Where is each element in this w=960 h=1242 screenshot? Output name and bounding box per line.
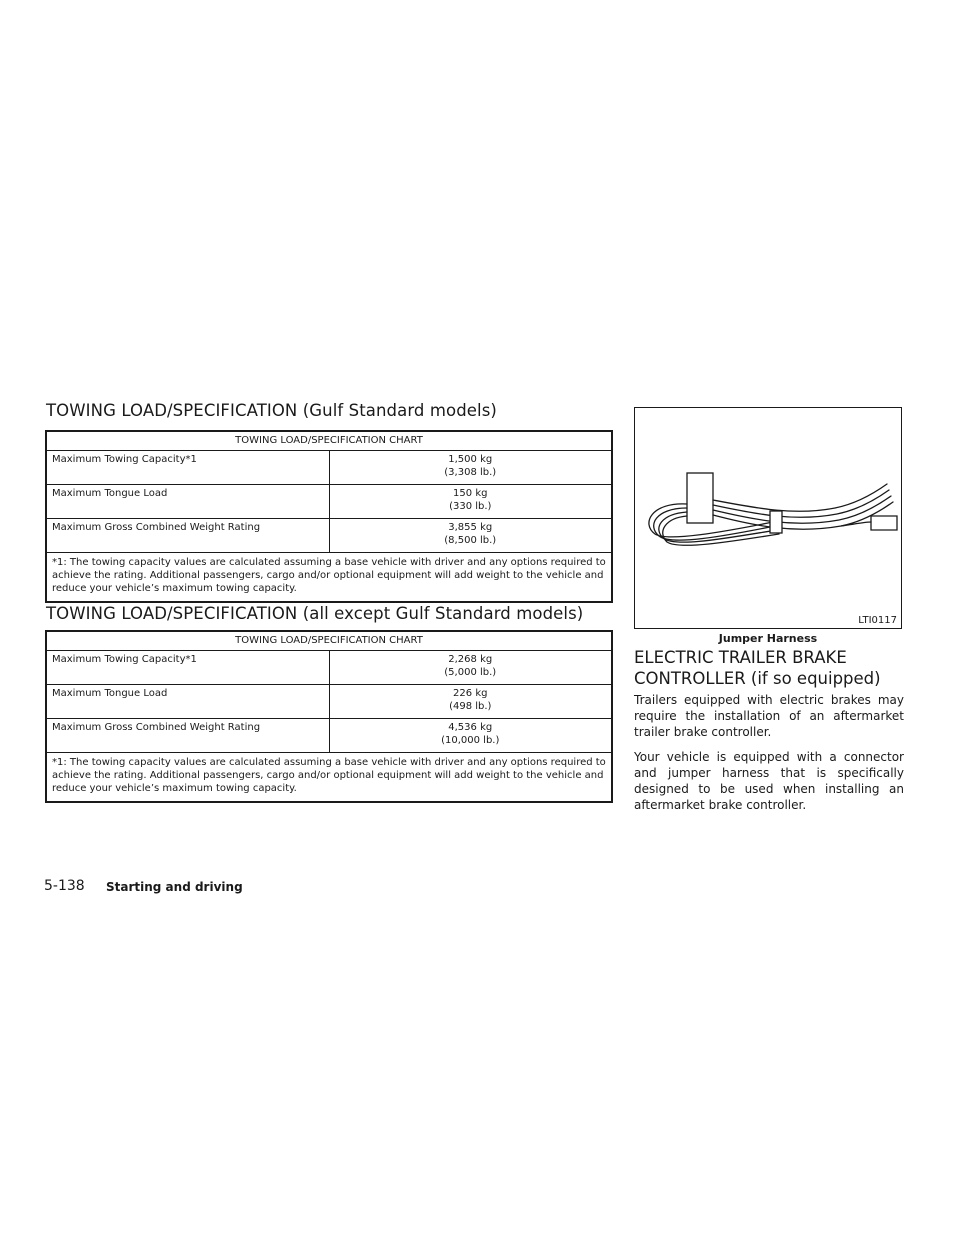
table-row bbox=[46, 485, 612, 519]
table-note-row bbox=[46, 553, 612, 603]
value-metric: 1,500 kg bbox=[448, 454, 493, 465]
row-label: Maximum Towing Capacity*1 bbox=[46, 451, 329, 485]
value-imperial: (10,000 lb.) bbox=[441, 735, 500, 746]
wire-harness-icon bbox=[635, 408, 901, 628]
figure-code: LTI0117 bbox=[858, 615, 897, 626]
paragraph: Your vehicle is equipped with a connector and jumper harness that is specifically designed to be used when installing an aftermarket brake controller. bbox=[634, 750, 904, 812]
table-header: TOWING LOAD/SPECIFICATION CHART bbox=[46, 631, 612, 651]
row-value bbox=[329, 685, 612, 719]
table-header-row bbox=[46, 431, 612, 451]
value-metric: 226 kg bbox=[453, 688, 488, 699]
section-heading-brake-controller: ELECTRIC TRAILER BRAKE CONTROLLER (if so equipped) bbox=[634, 648, 881, 688]
table-row bbox=[46, 519, 612, 553]
row-value bbox=[329, 651, 612, 685]
figure-frame bbox=[634, 407, 902, 629]
table-header: TOWING LOAD/SPECIFICATION CHART bbox=[46, 431, 612, 451]
row-value bbox=[329, 451, 612, 485]
section-heading-gulf: TOWING LOAD/SPECIFICATION (Gulf Standard models) bbox=[46, 401, 497, 420]
value-metric: 3,855 kg bbox=[448, 522, 493, 533]
section-heading-all-except-gulf: TOWING LOAD/SPECIFICATION (all except Gulf Standard models) bbox=[46, 604, 584, 623]
table-row bbox=[46, 685, 612, 719]
table-footnote: *1: The towing capacity values are calculated assuming a base vehicle with driver and any options required to achieve the rating. Additional passengers, cargo and/or optional equipment will add weight to the vehicle and reduce your vehicle’s maximum towing capacity. bbox=[46, 753, 612, 803]
value-imperial: (498 lb.) bbox=[449, 701, 492, 712]
row-label: Maximum Gross Combined Weight Rating bbox=[46, 519, 329, 553]
paragraph: Trailers equipped with electric brakes may require the installation of an aftermarket trailer brake controller. bbox=[634, 693, 904, 739]
row-value bbox=[329, 485, 612, 519]
value-imperial: (3,308 lb.) bbox=[444, 467, 497, 478]
figure-caption: Jumper Harness bbox=[718, 632, 818, 645]
table-note-row bbox=[46, 753, 612, 803]
page-number: 5-138 bbox=[44, 878, 85, 894]
towing-spec-table-gulf bbox=[45, 430, 613, 603]
table-row bbox=[46, 451, 612, 485]
value-imperial: (8,500 lb.) bbox=[444, 535, 497, 546]
table-header-row bbox=[46, 631, 612, 651]
row-label: Maximum Gross Combined Weight Rating bbox=[46, 719, 329, 753]
row-label: Maximum Tongue Load bbox=[46, 485, 329, 519]
table-footnote: *1: The towing capacity values are calculated assuming a base vehicle with driver and any options required to achieve the rating. Additional passengers, cargo and/or optional equipment will add weight to the vehicle and reduce your vehicle’s maximum towing capacity. bbox=[46, 553, 612, 603]
row-label: Maximum Towing Capacity*1 bbox=[46, 651, 329, 685]
value-metric: 4,536 kg bbox=[448, 722, 493, 733]
row-label: Maximum Tongue Load bbox=[46, 685, 329, 719]
value-imperial: (330 lb.) bbox=[449, 501, 492, 512]
value-imperial: (5,000 lb.) bbox=[444, 667, 497, 678]
chapter-title: Starting and driving bbox=[106, 880, 243, 894]
row-value bbox=[329, 519, 612, 553]
value-metric: 2,268 kg bbox=[448, 654, 493, 665]
value-metric: 150 kg bbox=[453, 488, 488, 499]
table-row bbox=[46, 651, 612, 685]
table-row bbox=[46, 719, 612, 753]
towing-spec-table-all-except-gulf bbox=[45, 630, 613, 803]
row-value bbox=[329, 719, 612, 753]
